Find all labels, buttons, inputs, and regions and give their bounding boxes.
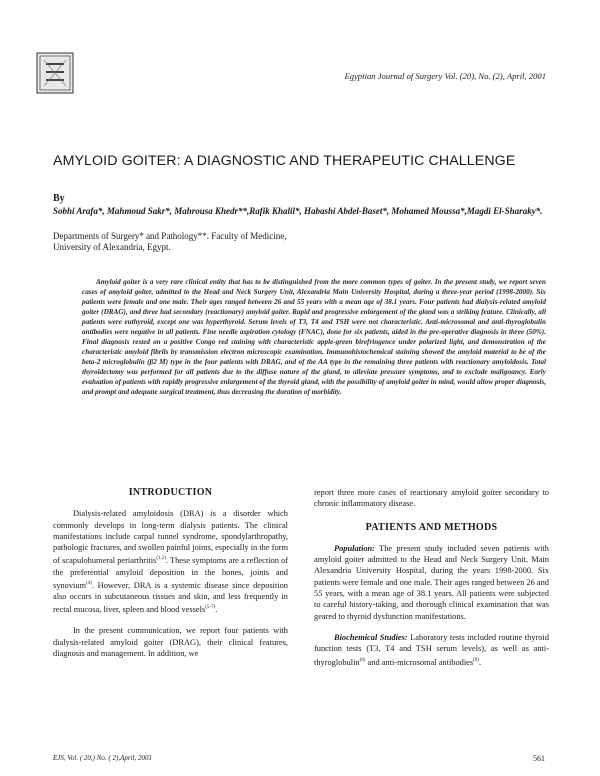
affiliation-line: Departments of Surgery* and Pathology**. Faculty of Medicine, xyxy=(53,231,287,241)
affiliation-line: University of Alexandria, Egypt. xyxy=(53,242,171,252)
journal-header: Egyptian Journal of Surgery Vol. (20), No. (2), April, 2001 xyxy=(344,71,546,81)
left-column xyxy=(53,487,288,659)
methods-population: Population: The present study included seven patients with amyloid goiter admitted to the Head and Neck Surgery Unit, Main Alexandria University Hospital, during the years 1998-2000. Six patients were female and one male. Their ages ranged between 26 and 55 years, with a mean age of 38.1 years. All patients were subjected to careful history-taking, and thorough clinical examination that was geared to thyroid dysfunction manifestations. xyxy=(314,543,549,621)
article-title: AMYLOID GOITER: A DIAGNOSTIC AND THERAPEUTIC CHALLENGE xyxy=(53,153,516,169)
intro-paragraph: In the present communication, we report four patients with dialysis-related amyloid goiter (DRAG), their clinical features, diagnosis and management. In addition, we xyxy=(53,626,288,658)
right-column xyxy=(314,487,549,668)
run-in-heading: Biochemical Studies: xyxy=(334,632,408,642)
run-in-heading: Population: xyxy=(334,543,375,553)
abstract-text: Amyloid goiter is a very rare clinical entity that has to be distinguished from the more common types of goiter. In the present study, we report seven cases of amyloid goiter, admitted to the Head and Neck Surgery Unit, Alexandria Main University Hospital, during a three-year period (1998-2000). Six patients were female and one male. Their ages ranged between 26 and 55 years with a mean age of 38.1 years. Four patients had dialysis-related amyloid goiter (DRAG), and three had secondary (reactionary) amyloid goiter. Rapid and progressive enlargement of the gland was a striking feature. Clinically, all patients were euthyroid, except one was hyperthyroid. Serum levels of T3, T4 and TSH were not characteristic. Anti-microsomal and anti-thyroglobulin antibodies were negative in all patients. Fine needle aspiration cytology (FNAC), done for six patients, aided in the pre-operative diagnosis in three (50%). Final diagnosis rested on a positive Congo red staining with characteristic apple-green birefringence under polarized light, and demonstration of the characteristic amyloid fibrils by transmission electron microscopic examination. Immunohistochemical staining showed the amyloid material to be of the beta-2 microglobulin (β2 M) type in the four patients with DRAG, and of the AA type in the remaining three patients with reactionary amyloidosis. Total thyroidectomy was performed for all patients due to the diffuse nature of the gland, to alleviate pressure symptoms, and to exclude malignancy. Early evaluation of patients with rapidly progressive enlargement of the thyroid gland, with the possibility of amyloid goiter in mind, would allow proper diagnosis, and prompt and adequate surgical treatment, thus decreasing the duration of morbidity. xyxy=(82,278,546,396)
citation: (9) xyxy=(473,657,479,663)
section-heading-introduction: INTRODUCTION xyxy=(128,487,213,498)
section-heading-methods: PATIENTS AND METHODS xyxy=(365,521,498,533)
affiliation xyxy=(53,231,553,253)
citation: (5-7) xyxy=(205,605,216,611)
journal-logo xyxy=(36,52,74,94)
page-number: 561 xyxy=(533,754,545,763)
author-list: Sobhi Arafa*, Mahmoud Sakr*, Mahrousa Khedr**,Rafik Khalil*, Habashi Abdel-Baset*, Mohamed Moussa*,Magdi El-Sharaky*. xyxy=(53,206,543,216)
abstract xyxy=(82,277,546,397)
citation: (4) xyxy=(86,580,92,586)
byline: By xyxy=(53,193,65,204)
citation: (8) xyxy=(359,657,366,663)
methods-biochemical: Biochemical Studies: Laboratory tests included routine thyroid function tests (T3, T4 and TSH serum levels), as well as anti-thyroglobulin$^{(8)}$ and anti-microsomal antibodies$^{(9)}$. xyxy=(314,632,549,667)
intro-paragraph-continued: report three more cases of reactionary amyloid goiter secondary to chronic inflammatory disease. xyxy=(314,488,549,509)
citation: (1,2) xyxy=(156,556,166,562)
intro-paragraph: Dialysis-related amyloidosis (DRA) is a disorder which commonly develops in long-term dialysis patients. The clinical manifestations include carpal tunnel syndrome, spondylarthropathy, pathologic fractures, and swollen painful joints, especially in the form of scapulohumeral periarthritis$^{(1,2)}$. These symptoms are a reflection of the preferential amyloid deposition in the bones, joints and synovium$^{(4)}$. However, DRA is a systemic disease since deposition also occurs in subcutaneous tissues and skin, and less frequently in rectal mucosa, liver, spleen and blood vessels$^{(5-7)}$. xyxy=(53,509,288,615)
footer-citation: EJS, Vol. ( 20,) No. ( 2),April, 2001 xyxy=(53,754,152,762)
